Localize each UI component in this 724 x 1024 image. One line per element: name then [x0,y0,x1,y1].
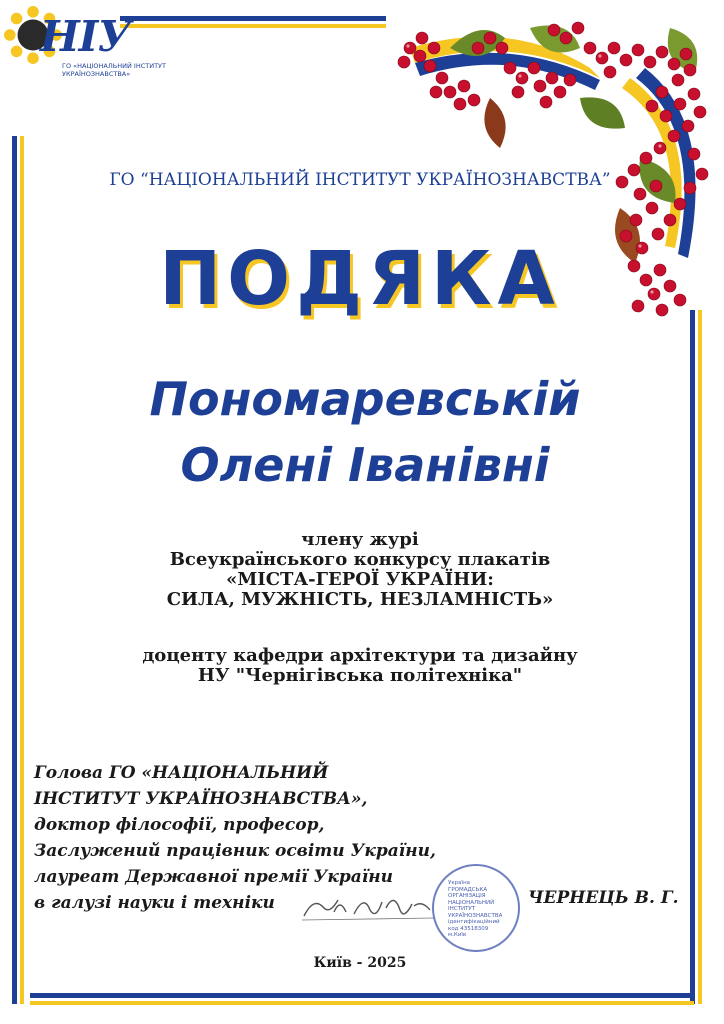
signatory-line: Заслужений працівник освіти України, [34,841,436,861]
jury-role-line-4: СИЛА, МУЖНІСТЬ, НЕЗЛАМНІСТЬ» [166,589,554,610]
bottom-frame-stripe-yellow [30,1001,694,1005]
bottom-frame-stripe-blue [30,993,694,998]
right-frame-stripe-blue [690,310,695,1004]
stamp-text: Україна ГРОМАДСЬКА ОРГАНІЗАЦІЯ НАЦІОНАЛЬНИЙ ІНСТИТУТ УКРАЇНОЗНАВСТВА ідентифікаційний код 43518309 м.Київ [448,880,503,938]
certificate-title: ПОДЯКА [159,236,561,322]
logo [0,0,170,80]
logo-subtitle: ГО «НАЦІОНАЛЬНИЙ ІНСТИТУТ УКРАЇНОЗНАВСТВА» [62,62,166,78]
left-frame-stripe-blue [12,136,17,1004]
signatory-line: лауреат Державної премії України [34,867,394,887]
handwritten-signature [294,878,444,928]
signatory-line: в галузі науки і техніки [34,893,275,913]
organization-name: ГО “НАЦІОНАЛЬНИЙ ІНСТИТУТ УКРАЇНОЗНАВСТВА” [109,170,611,190]
left-frame-stripe-yellow [20,136,24,1004]
position-line-2: НУ "Чернігівська політехніка" [197,665,523,686]
signatory-line: доктор філософії, професор, [34,815,325,835]
jury-role-line-1: члену журі [301,529,419,550]
signatory-name: ЧЕРНЕЦЬ В. Г. [528,888,679,908]
jury-role-line-3: «МІСТА-ГЕРОЇ УКРАЇНИ: [226,569,494,590]
signatory-line: ІНСТИТУТ УКРАЇНОЗНАВСТВА», [34,789,368,809]
position-line-1: доценту кафедри архітектури та дизайну [142,645,578,666]
right-frame-stripe-yellow [698,310,702,1004]
recipient-given-names: Олені Іванівні [180,438,550,492]
top-frame-stripe-yellow [120,24,386,28]
top-frame-stripe-blue [120,16,386,21]
recipient-surname: Пономаревській [149,372,581,426]
place-and-year: Київ - 2025 [313,955,407,971]
signatory-line: Голова ГО «НАЦІОНАЛЬНИЙ [34,763,329,783]
jury-role-line-2: Всеукраїнського конкурсу плакатів [169,549,551,570]
logo-mark: НІУ [40,12,131,61]
